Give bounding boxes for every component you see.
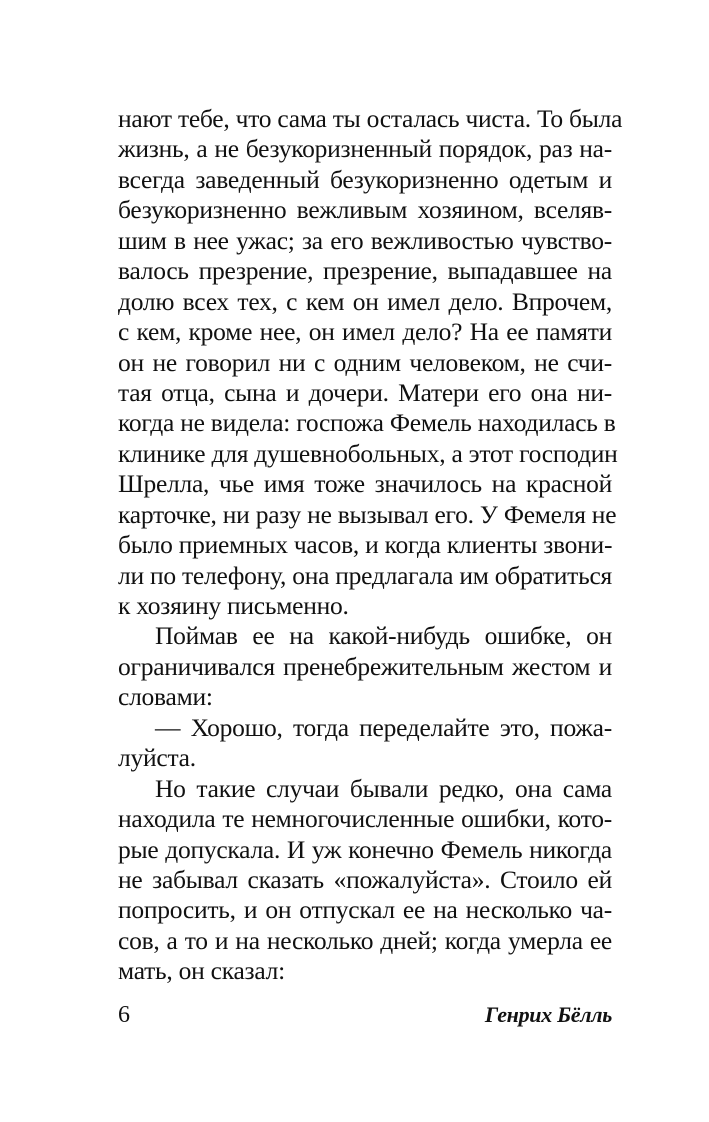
text-line: рые допускала. И уж конечно Фемель никогда [118, 834, 612, 864]
text-line: ли по телефону, она предлагала им обратиться [118, 560, 613, 590]
text-line: всегда заведенный безукоризненно одетым и [118, 164, 612, 194]
page-footer [118, 1000, 612, 1030]
text-line: словами: [118, 682, 213, 712]
text-line: когда не видела: госпожа Фемель находилась в [118, 408, 616, 438]
text-line: Но такие случаи бывали редко, она сама [155, 773, 612, 803]
text-line: клинике для душевнобольных, а этот господин [118, 438, 618, 468]
text-line: Шрелла, чье имя тоже значилось на красной [118, 469, 612, 499]
text-line: с кем, кроме нее, он имел дело? На ее памяти [118, 317, 612, 347]
text-line: попросить, и он отпускал ее на несколько ча- [118, 895, 612, 925]
text-line: нают тебе, что сама ты осталась чиста. То была [118, 104, 623, 133]
text-line: находила те немногочисленные ошибки, кото- [118, 804, 612, 834]
page-number: 6 [118, 1002, 130, 1028]
text-line: он не говорил ни с одним человеком, не счи- [118, 347, 612, 377]
running-header-author: Генрих Бёлль [484, 1002, 612, 1027]
body-text [118, 104, 623, 987]
text-line: валось презрение, презрение, выпадавшее на [118, 256, 612, 286]
text-line: луйста. [118, 743, 196, 773]
text-line: сов, а то и на несколько дней; когда умерла ее [118, 925, 612, 955]
text-line: Поймав ее на какой-нибудь ошибке, он [155, 621, 612, 651]
text-line: шим в нее ужас; за его вежливостью чувство- [118, 225, 612, 255]
text-line: долю всех тех, с кем он имел дело. Впрочем, [118, 286, 612, 316]
text-line: не забывал сказать «пожалуйста». Стоило ей [118, 864, 612, 894]
text-line: к хозяину письменно. [118, 591, 349, 620]
text-line: жизнь, а не безукоризненный порядок, раз на- [118, 134, 612, 164]
text-line: — Хорошо, тогда переделайте это, пожа- [155, 712, 612, 742]
text-line: ограничивался пренебрежительным жестом и [118, 651, 612, 681]
text-line: безукоризненно вежливым хозяином, вселяв- [118, 195, 612, 225]
text-line: было приемных часов, и когда клиенты звони- [118, 530, 613, 560]
text-line: карточке, ни разу не вызывал его. У Фемеля не [118, 499, 617, 529]
text-line: мать, он сказал: [118, 956, 285, 986]
text-line: тая отца, сына и дочери. Матери его она ни- [118, 377, 612, 407]
